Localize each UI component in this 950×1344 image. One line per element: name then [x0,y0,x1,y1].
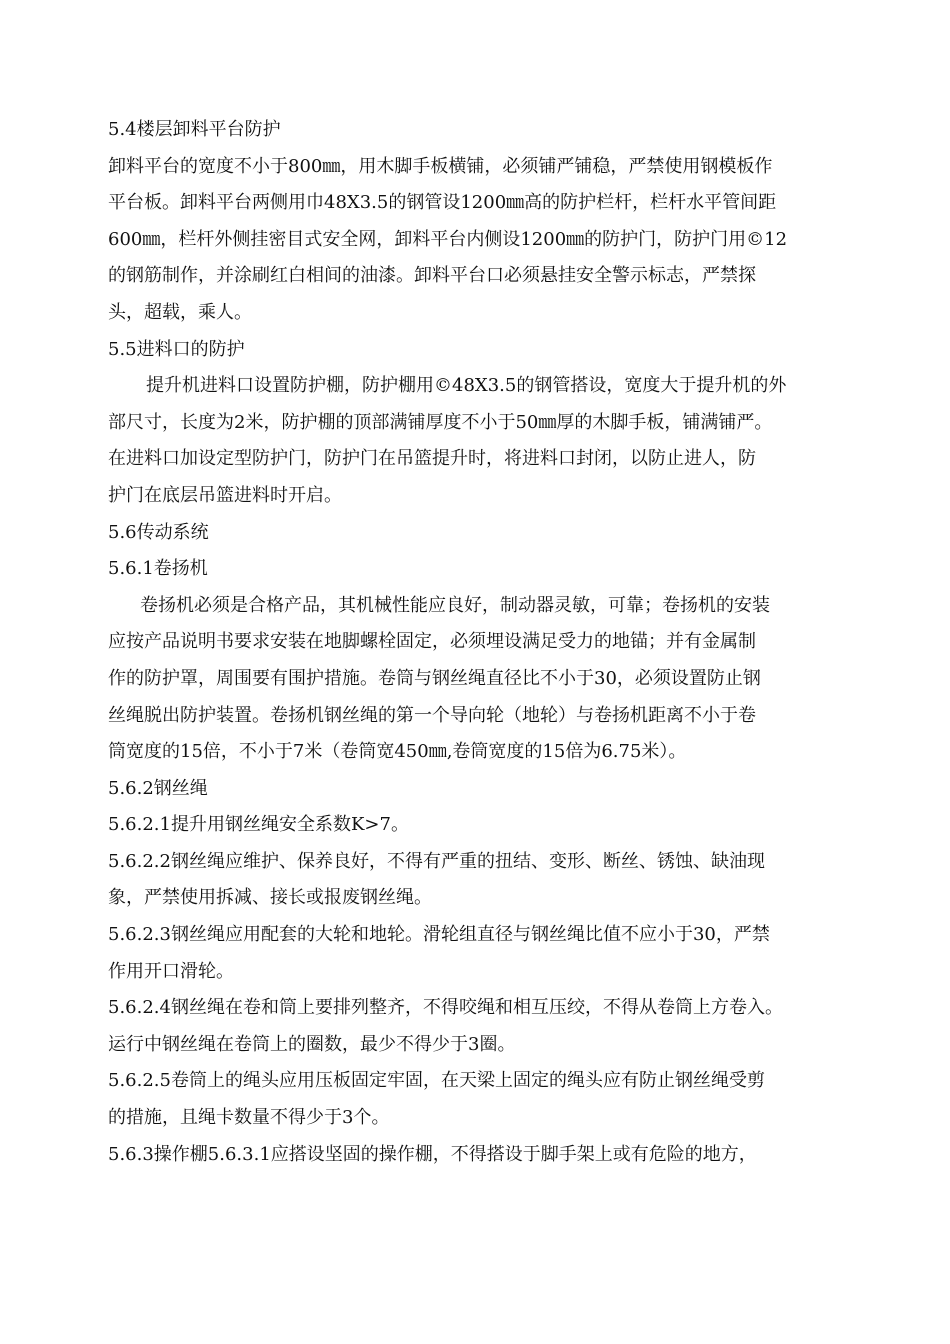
section-heading: 5.4楼层卸料平台防护 [108,119,281,140]
clause-line: 5.6.2.2钢丝绳应维护、保养良好，不得有严重的扭结、变形、断丝、锈蚀、缺油现 [108,850,765,872]
paragraph-line: 应按产品说明书要求安装在地脚螺栓固定，必须埋设满足受力的地锚；并有金属制 [108,631,756,653]
clause-line: 的措施，且绳卡数量不得少于3个。 [108,1107,390,1129]
clause-line: 5.6.2.1提升用钢丝绳安全系数K>7。 [108,814,409,836]
clause-line: 5.6.2.5卷筒上的绳头应用压板固定牢固，在天梁上固定的绳头应有防止钢丝绳受剪 [108,1070,765,1092]
paragraph-line: 的钢筋制作，并涂刷红白相间的油漆。卸料平台口必须悬挂安全警示标志，严禁探 [108,265,756,287]
document-body [108,112,828,1173]
paragraph-line: 600㎜，栏杆外侧挂密目式安全网，卸料平台内侧设1200㎜的防护门，防护门用©12 [108,228,788,250]
subsection-heading: 5.6.2钢丝绳 [108,777,208,799]
paragraph-line: 头，超载，乘人。 [108,301,252,323]
paragraph-line: 卸料平台的宽度不小于800㎜，用木脚手板横铺，必须铺严铺稳，严禁使用钢模板作 [108,155,773,177]
paragraph-line: 部尺寸，长度为2米，防护棚的顶部满铺厚度不小于50㎜厚的木脚手板，铺满铺严。 [108,411,773,433]
paragraph-line: 护门在底层吊篮进料时开启。 [108,484,342,506]
section-heading: 5.6传动系统 [108,521,209,543]
paragraph-line: 卷扬机必须是合格产品，其机械性能应良好，制动器灵敏，可靠；卷扬机的安装 [140,594,770,616]
clause-line: 5.6.2.4钢丝绳在卷和筒上要排列整齐，不得咬绳和相互压绞，不得从卷筒上方卷入。 [108,997,783,1019]
section-heading: 5.5进料口的防护 [108,338,245,360]
clause-line: 作用开口滑轮。 [108,960,234,982]
subsection-heading: 5.6.1卷扬机 [108,558,208,580]
paragraph-line: 作的防护罩，周围要有围护措施。卷筒与钢丝绳直径比不小于30，必须设置防止钢 [108,667,761,689]
paragraph-line: 在进料口加设定型防护门，防护门在吊篮提升时，将进料口封闭，以防止进人，防 [108,448,756,470]
clause-line: 象，严禁使用拆减、接长或报废钢丝绳。 [108,887,432,909]
clause-line: 5.6.3操作棚5.6.3.1应搭设坚固的操作棚，不得搭设于脚手架上或有危险的地方， [108,1143,757,1165]
paragraph-line: 平台板。卸料平台两侧用巾48X3.5的钢管设1200㎜高的防护栏杆，栏杆水平管间距 [108,192,777,214]
paragraph-line: 筒宽度的15倍，不小于7米（卷筒宽450㎜,卷筒宽度的15倍为6.75米）。 [108,741,687,763]
clause-line: 5.6.2.3钢丝绳应用配套的大轮和地轮。滑轮组直径与钢丝绳比值不应小于30，严禁 [108,924,770,946]
paragraph-line: 丝绳脱出防护装置。卷扬机钢丝绳的第一个导向轮（地轮）与卷扬机距离不小于卷 [108,704,756,726]
paragraph-line: 提升机进料口设置防护棚，防护棚用©48X3.5的钢管搭设，宽度大于提升机的外 [146,375,787,397]
clause-line: 运行中钢丝绳在卷筒上的圈数，最少不得少于3圈。 [108,1033,516,1055]
